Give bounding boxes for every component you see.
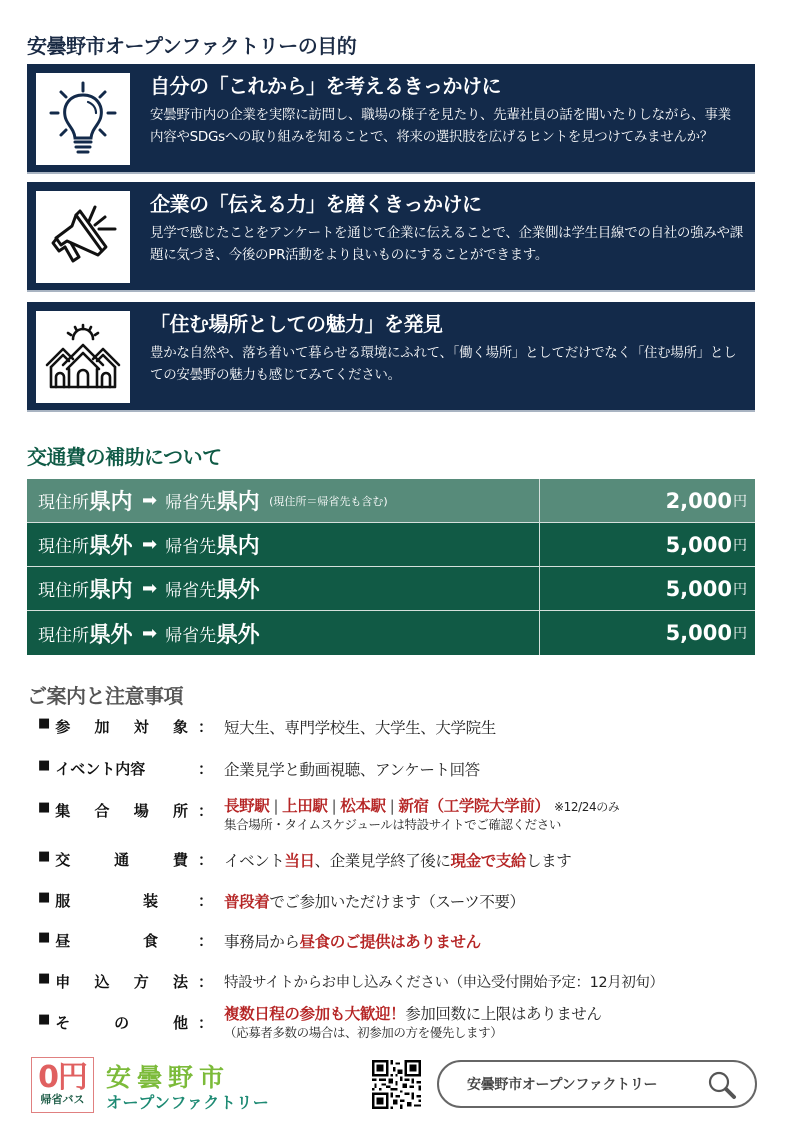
label-text: イベント内容 bbox=[55, 760, 146, 778]
note-meeting-place bbox=[38, 794, 619, 833]
to-value: 県外 bbox=[216, 578, 260, 603]
text-part: 事務局から bbox=[224, 933, 300, 951]
arrow-right-icon: ➡ bbox=[142, 622, 158, 644]
fare-amount: 5,000 bbox=[665, 576, 732, 601]
magnifier-icon[interactable] bbox=[707, 1070, 737, 1104]
fare-note: (現住所＝帰省先も含む) bbox=[269, 494, 388, 508]
fare-price bbox=[540, 611, 755, 655]
notes-section-title: ご案内と注意事項 bbox=[27, 684, 183, 708]
label-char: 費 bbox=[172, 851, 188, 869]
from-label: 現住所 bbox=[38, 625, 89, 646]
free-bus-badge-logo bbox=[31, 1057, 94, 1113]
label-char: 方 bbox=[133, 973, 149, 991]
label-char: 込 bbox=[94, 973, 110, 991]
colon: ： bbox=[198, 802, 214, 820]
to-label: 帰省先 bbox=[165, 537, 217, 557]
highlight-text: 昼食のご提供はありません bbox=[299, 933, 481, 951]
qr-code-icon[interactable] bbox=[372, 1060, 421, 1109]
note-label bbox=[38, 716, 198, 737]
note-label bbox=[38, 971, 198, 992]
label-char: 合 bbox=[94, 802, 110, 820]
note-value bbox=[224, 1002, 602, 1041]
station-ueda: 上田駅 bbox=[282, 797, 328, 815]
from-value: 県内 bbox=[89, 578, 133, 603]
fare-route bbox=[27, 479, 540, 522]
table-row bbox=[27, 523, 755, 567]
label-char: そ bbox=[55, 1014, 71, 1032]
label-char: 申 bbox=[55, 973, 71, 991]
note-eligibility bbox=[38, 716, 496, 738]
station-matsumoto: 松本駅 bbox=[340, 797, 386, 815]
table-row bbox=[27, 611, 755, 655]
text-part: でご参加いただけます（スーツ不要） bbox=[269, 893, 525, 911]
highlight-text: 複数日程の参加も大歓迎！ bbox=[224, 1005, 406, 1023]
highlight-text: 普段着 bbox=[224, 893, 270, 911]
card-body: 豊かな自然や、落ち着いて暮らせる環境にふれて、「働く場所」としてだけでなく「住む場所」としての安曇野の魅力も感じてみてください。 bbox=[150, 345, 737, 383]
card-body: 見学で感じたことをアンケートを通じて企業に伝えることで、企業側は学生目線での自社の強みや課題に気づき、今後のPR活動をより良いものにすることができます。 bbox=[150, 225, 743, 263]
note-value bbox=[224, 930, 481, 952]
to-value: 県外 bbox=[216, 622, 260, 648]
label-char: 法 bbox=[172, 973, 188, 991]
bullet-square-icon: ■ bbox=[38, 890, 51, 905]
label-char: 対 bbox=[133, 718, 149, 736]
note-application bbox=[38, 971, 664, 992]
table-row bbox=[27, 567, 755, 611]
label-char: 場 bbox=[133, 802, 149, 820]
arrow-right-icon: ➡ bbox=[142, 578, 158, 599]
note-value bbox=[224, 890, 525, 912]
note-transport-fee bbox=[38, 849, 571, 871]
note-label bbox=[38, 849, 198, 870]
card-body: 安曇野市内の企業を実際に訪問し、職場の様子を見たり、先輩社員の話を聞いたりしながら、事業内容やSDGsへの取り組みを知ることで、将来の選択肢を広げるヒントを見つけてみませんか？ bbox=[150, 107, 731, 145]
station-note: ※12/24のみ bbox=[553, 800, 620, 814]
bullet-square-icon: ■ bbox=[38, 716, 51, 731]
card-title: 企業の「伝える力」を磨くきっかけに bbox=[150, 192, 482, 216]
footer-city-logo: 安曇野市 bbox=[106, 1063, 231, 1092]
fare-route bbox=[27, 567, 540, 610]
fare-table bbox=[27, 479, 755, 655]
fare-price bbox=[540, 479, 755, 522]
to-label: 帰省先 bbox=[165, 493, 217, 513]
to-value: 県内 bbox=[216, 490, 260, 515]
label-char: 象 bbox=[172, 718, 188, 736]
label-char: 所 bbox=[172, 802, 188, 820]
label-char: 集 bbox=[55, 802, 71, 820]
purpose-card-communication bbox=[27, 182, 755, 292]
bullet-square-icon: ■ bbox=[38, 971, 51, 986]
purpose-section-title: 安曇野市オープンファクトリーの目的 bbox=[27, 34, 357, 58]
bullet-square-icon: ■ bbox=[38, 758, 51, 773]
highlight-text: 当日 bbox=[284, 852, 315, 870]
to-label: 帰省先 bbox=[165, 581, 217, 601]
badge-sub: 帰省バス bbox=[40, 1093, 85, 1106]
label-char: 他 bbox=[172, 1014, 188, 1032]
bullet-square-icon: ■ bbox=[38, 930, 51, 945]
note-value: 短大生、専門学校生、大学生、大学院生 bbox=[224, 719, 496, 737]
card-title: 自分の「これから」を考えるきっかけに bbox=[150, 74, 501, 98]
label-char: 加 bbox=[94, 718, 110, 736]
from-label: 現住所 bbox=[38, 581, 89, 601]
colon: ： bbox=[198, 718, 214, 736]
note-sub: （応募者多数の場合は、初参加の方を優先します） bbox=[224, 1025, 503, 1040]
label-char: 通 bbox=[114, 851, 130, 869]
note-other bbox=[38, 1002, 602, 1041]
search-query: 安曇野市オープンファクトリー bbox=[467, 1077, 658, 1093]
note-label bbox=[38, 1002, 198, 1033]
arrow-right-icon: ➡ bbox=[142, 490, 158, 511]
from-value: 県外 bbox=[89, 622, 133, 648]
label-char: 昼 bbox=[55, 932, 71, 950]
note-dress-code bbox=[38, 890, 525, 912]
note-value: 長野駅 | 上田駅 | 松本駅 | 新宿（工学院大学前） ※12/24のみ 集合場所・タイムスケジュールは特設サイトでご確認ください bbox=[224, 797, 620, 832]
purpose-card-living bbox=[27, 302, 755, 412]
label-char: 参 bbox=[55, 718, 71, 736]
to-value: 県内 bbox=[216, 534, 260, 559]
card-title: 「住む場所としての魅力」を発見 bbox=[150, 312, 443, 336]
houses-icon bbox=[36, 311, 130, 403]
colon: ： bbox=[198, 892, 214, 910]
station-nagano: 長野駅 bbox=[224, 797, 270, 815]
label-char: 装 bbox=[142, 892, 158, 910]
note-event-content bbox=[38, 758, 480, 780]
fare-price bbox=[540, 567, 755, 610]
highlight-text: 現金で支給 bbox=[450, 852, 527, 870]
purpose-card-future bbox=[27, 64, 755, 174]
yen-unit: 円 bbox=[733, 493, 747, 510]
fare-route bbox=[27, 523, 540, 566]
colon: ： bbox=[198, 851, 214, 869]
fare-section-title: 交通費の補助について bbox=[27, 445, 222, 469]
from-value: 県内 bbox=[89, 490, 133, 515]
colon: ： bbox=[198, 973, 214, 991]
label-char: の bbox=[114, 1014, 130, 1032]
label-char: 交 bbox=[55, 851, 71, 869]
badge-main: 0円 bbox=[38, 1060, 87, 1095]
colon: ： bbox=[198, 1014, 214, 1032]
fare-amount: 5,000 bbox=[665, 532, 732, 557]
yen-unit: 円 bbox=[733, 626, 747, 642]
station-shinjuku: 新宿（工学院大学前） bbox=[398, 797, 550, 815]
note-label bbox=[38, 794, 198, 821]
text-part: イベント bbox=[224, 852, 285, 870]
to-label: 帰省先 bbox=[165, 625, 217, 646]
megaphone-icon bbox=[36, 191, 130, 283]
footer-factory-logo: オープンファクトリー bbox=[106, 1093, 270, 1112]
fare-amount: 5,000 bbox=[665, 621, 732, 645]
fare-price bbox=[540, 523, 755, 566]
table-row bbox=[27, 479, 755, 523]
lightbulb-icon bbox=[36, 73, 130, 165]
bullet-square-icon: ■ bbox=[38, 800, 51, 815]
label-char: 食 bbox=[142, 932, 158, 950]
note-sub: 集合場所・タイムスケジュールは特設サイトでご確認ください bbox=[224, 817, 561, 832]
label-char: 服 bbox=[55, 892, 71, 910]
fare-route bbox=[27, 611, 540, 655]
note-value: 企業見学と動画視聴、アンケート回答 bbox=[224, 761, 480, 779]
bullet-square-icon: ■ bbox=[38, 1012, 51, 1027]
fare-amount: 2,000 bbox=[665, 488, 732, 513]
bullet-square-icon: ■ bbox=[38, 849, 51, 864]
colon: ： bbox=[198, 932, 214, 950]
note-label bbox=[38, 758, 198, 779]
note-label bbox=[38, 930, 198, 951]
text-part: 参加回数に上限はありません bbox=[405, 1005, 602, 1023]
note-label bbox=[38, 890, 198, 911]
yen-unit: 円 bbox=[733, 537, 747, 554]
note-lunch bbox=[38, 930, 481, 952]
note-value bbox=[224, 849, 571, 871]
from-value: 県外 bbox=[89, 534, 133, 559]
text-part: 、企業見学終了後に bbox=[314, 852, 451, 870]
colon: ： bbox=[198, 760, 214, 778]
arrow-right-icon: ➡ bbox=[142, 534, 158, 555]
from-label: 現住所 bbox=[38, 537, 89, 557]
note-value: 特設サイトからお申し込みください（申込受付開始予定：12月初旬） bbox=[224, 975, 664, 991]
search-bar[interactable] bbox=[437, 1060, 757, 1108]
text-part: します bbox=[526, 852, 572, 870]
yen-unit: 円 bbox=[733, 581, 747, 598]
from-label: 現住所 bbox=[38, 493, 89, 513]
